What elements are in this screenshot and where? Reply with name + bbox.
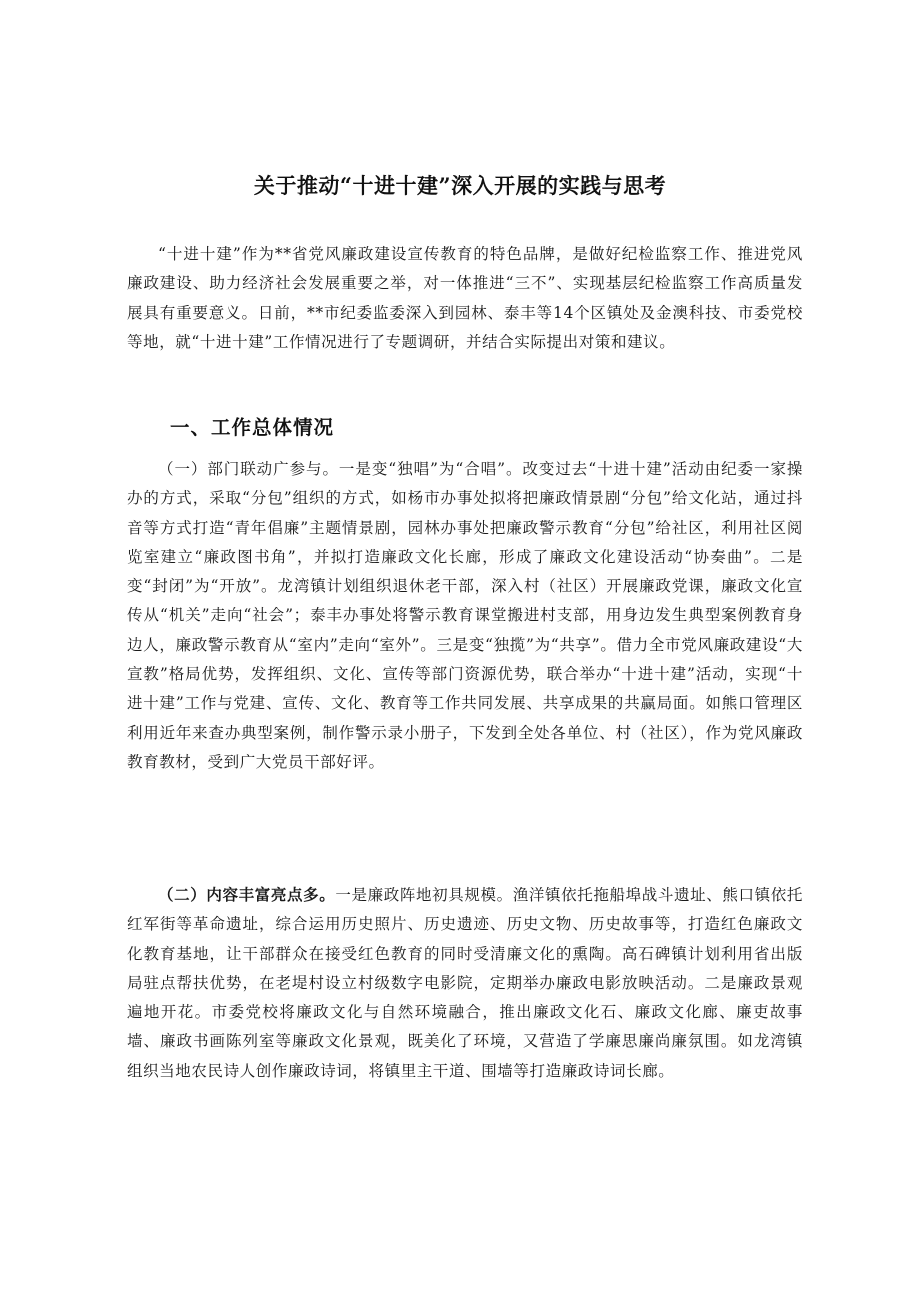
document-title: 关于推动“十进十建”深入开展的实践与思考 — [253, 173, 667, 198]
intro-paragraph-block — [127, 240, 803, 357]
section-paragraph-2-block — [127, 880, 803, 1086]
section-paragraph-1: （一）部门联动广参与。一是变“独唱”为“合唱”。改变过去“十进十建”活动由纪委一家操办的方式，采取“分包”组织的方式，如杨市办事处拟将把廉政情景剧“分包”给文化站，通过抖音等方式打造“青年倡廉”主题情景剧，园林办事处把廉政警示教育“分包”给社区，利用社区阅览室建立“廉政图书角”，并拟打造廉政文化长廊，形成了廉政文化建设活动“协奏曲”。二是变“封闭”为“开放”。龙湾镇计划组织退休老干部，深入村（社区）开展廉政党课，廉政文化宣传从“机关”走向“社会”；泰丰办事处将警示教育课堂搬进村支部，用身边发生典型案例教育身边人，廉政警示教育从“室内”走向“室外”。三是变“独揽”为“共享”。借力全市党风廉政建设“大宣教”格局优势，发挥组织、文化、宣传等部门资源优势，联合举办“十进十建”活动，实现“十进十建”工作与党建、宣传、文化、教育等工作共同发展、共享成果的共赢局面。如熊口管理区利用近年来查办典型案例，制作警示录小册子，下发到全处各单位、村（社区），作为党风廉政教育教材，受到广大党员干部好评。 — [127, 460, 803, 771]
intro-paragraph: “十进十建”作为**省党风廉政建设宣传教育的特色品牌，是做好纪检监察工作、推进党风廉政建设、助力经济社会发展重要之举，对一体推进“三不”、实现基层纪检监察工作高质量发展具有重要意义。日前，**市纪委监委深入到园林、泰丰等14个区镇处及金澳科技、市委党校等地，就“十进十建”工作情况进行了专题调研，并结合实际提出对策和建议。 — [127, 245, 803, 351]
section-paragraph-2 — [127, 880, 803, 1086]
section-heading: 一、工作总体情况 — [170, 416, 335, 439]
paragraph-2-body: 一是廉政阵地初具规模。渔洋镇依托拖船埠战斗遗址、熊口镇依托红军街等革命遗址，综合运用历史照片、历史遗迹、历史文物、历史故事等，打造红色廉政文化教育基地，让干部群众在接受红色教育的同时受清廉文化的熏陶。高石碑镇计划利用省出版局驻点帮扶优势，在老堤村设立村级数字电影院，定期举办廉政电影放映活动。二是廉政景观遍地开花。市委党校将廉政文化与自然环境融合，推出廉政文化石、廉政文化廊、廉吏故事墙、廉政书画陈列室等廉政文化景观，既美化了环境，又营造了学廉思廉尚廉氛围。如龙湾镇组织当地农民诗人创作廉政诗词，将镇里主干道、围墙等打造廉政诗词长廊。 — [127, 886, 803, 1080]
section-paragraph-1-block — [127, 455, 803, 777]
paragraph-2-lead: （二）内容丰富亮点多。 — [158, 885, 336, 904]
